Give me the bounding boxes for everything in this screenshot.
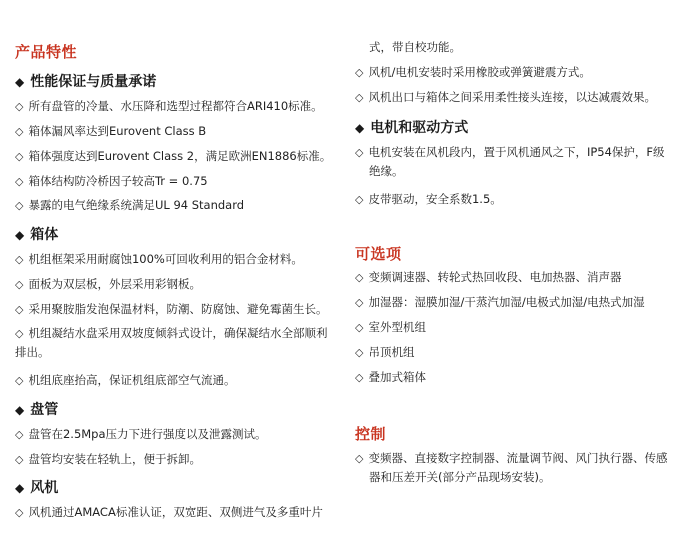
hollow-diamond-icon: ◇ <box>355 346 364 359</box>
hollow-diamond-icon: ◇ <box>355 146 364 159</box>
list-item <box>355 190 502 209</box>
casing-heading <box>15 224 58 244</box>
list-item-text-continued: 器和压差开关(部分产品现场安装)。 <box>369 470 551 484</box>
list-item <box>15 122 206 141</box>
list-item <box>15 503 323 522</box>
hollow-diamond-icon: ◇ <box>355 91 364 104</box>
options-title: 可选项 <box>355 245 402 263</box>
fan-heading-text: 风机 <box>30 480 59 496</box>
hollow-diamond-icon: ◇ <box>15 278 24 291</box>
hollow-diamond-icon: ◇ <box>15 374 24 387</box>
list-item-text: 箱体结构防冷桥因子较高Tr = 0.75 <box>28 174 208 188</box>
list-item <box>355 63 591 82</box>
filled-diamond-icon: ◆ <box>15 228 25 242</box>
hollow-diamond-icon: ◇ <box>355 271 364 284</box>
list-item-text: 变频器、直接数字控制器、流量调节阀、风门执行器、传感 <box>368 451 668 465</box>
list-item-text: 皮带驱动，安全系数1.5。 <box>368 192 502 206</box>
list-item-text: 吊顶机组 <box>368 345 415 359</box>
list-item <box>355 88 656 107</box>
list-item <box>15 371 235 390</box>
performance-heading <box>15 71 156 91</box>
features-title: 产品特性 <box>15 43 78 61</box>
list-item-text: 暴露的电气绝缘系统满足UL 94 Standard <box>28 198 245 212</box>
control-title: 控制 <box>355 425 387 443</box>
hollow-diamond-icon: ◇ <box>15 253 24 266</box>
hollow-diamond-icon: ◇ <box>15 175 24 188</box>
hollow-diamond-icon: ◇ <box>355 66 364 79</box>
list-item <box>355 268 621 287</box>
motor-heading-text: 电机和驱动方式 <box>370 120 469 136</box>
list-item-text: 机组凝结水盘采用双坡度倾斜式设计，确保凝结水全部顺利 <box>28 326 328 340</box>
motor-heading <box>355 117 468 137</box>
list-item-text: 箱体强度达到Eurovent Class 2，满足欧洲EN1886标准。 <box>28 149 332 163</box>
list-item-text: 机组框架采用耐腐蚀100%可回收利用的铝合金材料。 <box>28 252 303 266</box>
performance-heading-text: 性能保证与质量承诺 <box>30 74 157 90</box>
list-item-text: 面板为双层板，外层采用彩钢板。 <box>28 277 201 291</box>
list-item <box>15 196 244 215</box>
hollow-diamond-icon: ◇ <box>15 199 24 212</box>
filled-diamond-icon: ◆ <box>15 403 25 417</box>
list-item-text: 室外型机组 <box>368 320 426 334</box>
list-item-text: 风机/电机安装时采用橡胶或弹簧避震方式。 <box>368 65 591 79</box>
list-item-text: 所有盘管的冷量、水压降和选型过程都符合ARI410标准。 <box>28 99 323 113</box>
list-item-text: 机组底座抬高，保证机组底部空气流通。 <box>28 373 236 387</box>
hollow-diamond-icon: ◇ <box>355 371 364 384</box>
hollow-diamond-icon: ◇ <box>15 506 24 519</box>
list-item <box>15 324 327 362</box>
list-item-text: 采用聚胺脂发泡保温材料，防潮、防腐蚀、避免霉菌生长。 <box>28 302 328 316</box>
list-item-text: 叠加式箱体 <box>368 370 426 384</box>
list-item <box>15 250 303 269</box>
list-item <box>355 449 667 487</box>
fan-heading <box>15 477 58 497</box>
list-item-text: 箱体漏风率达到Eurovent Class B <box>28 124 207 138</box>
coil-heading-text: 盘管 <box>30 402 59 418</box>
list-item <box>15 450 201 469</box>
list-item-text-continued: 绝缘。 <box>369 164 404 178</box>
hollow-diamond-icon: ◇ <box>355 193 364 206</box>
hollow-diamond-icon: ◇ <box>15 303 24 316</box>
list-item <box>15 172 208 191</box>
list-item-text: 风机通过AMACA标准认证，双宽距、双侧进气及多重叶片 <box>28 505 323 519</box>
hollow-diamond-icon: ◇ <box>15 150 24 163</box>
list-item-text: 变频调速器、转轮式热回收段、电加热器、消声器 <box>368 270 622 284</box>
list-item-text: 加湿器：湿膜加湿/干蒸汽加湿/电极式加湿/电热式加湿 <box>368 295 645 309</box>
list-item <box>355 143 665 181</box>
list-item <box>355 293 645 312</box>
list-item <box>15 147 331 166</box>
list-item-text: 电机安装在风机段内，置于风机通风之下，IP54保护，F级 <box>368 145 665 159</box>
list-item <box>15 275 201 294</box>
hollow-diamond-icon: ◇ <box>15 453 24 466</box>
list-item <box>15 300 327 319</box>
list-item <box>355 318 426 337</box>
hollow-diamond-icon: ◇ <box>355 296 364 309</box>
hollow-diamond-icon: ◇ <box>355 321 364 334</box>
hollow-diamond-icon: ◇ <box>15 428 24 441</box>
list-item-text: 盘管均安装在轻轨上，便于拆卸。 <box>28 452 201 466</box>
filled-diamond-icon: ◆ <box>15 75 25 89</box>
list-item <box>15 97 323 116</box>
list-item-text: 盘管在2.5Mpa压力下进行强度以及泄露测试。 <box>28 427 267 441</box>
list-item-continued: 式，带自校功能。 <box>369 40 461 54</box>
filled-diamond-icon: ◆ <box>355 121 365 135</box>
list-item <box>15 425 267 444</box>
hollow-diamond-icon: ◇ <box>15 125 24 138</box>
list-item <box>355 343 414 362</box>
hollow-diamond-icon: ◇ <box>355 452 364 465</box>
hollow-diamond-icon: ◇ <box>15 327 24 340</box>
list-item-text-continued: 排出。 <box>15 345 50 359</box>
hollow-diamond-icon: ◇ <box>15 100 24 113</box>
list-item <box>355 368 426 387</box>
filled-diamond-icon: ◆ <box>15 481 25 495</box>
casing-heading-text: 箱体 <box>30 227 59 243</box>
coil-heading <box>15 399 58 419</box>
list-item-text: 风机出口与箱体之间采用柔性接头连接，以达减震效果。 <box>368 90 656 104</box>
